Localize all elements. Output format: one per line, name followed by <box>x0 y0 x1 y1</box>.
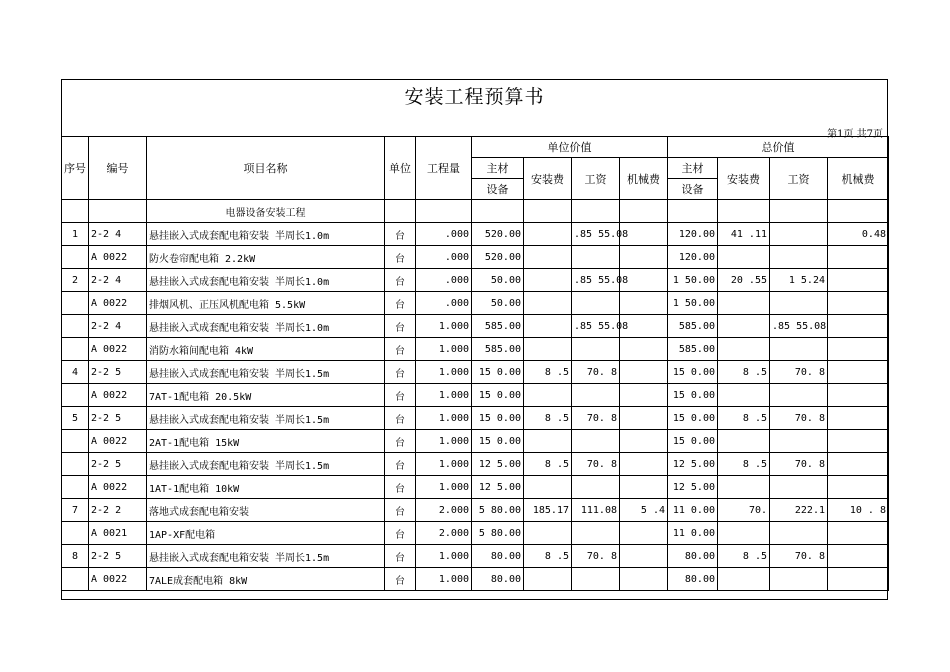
cell-qty: 1.000 <box>416 453 472 476</box>
cell-qty: 1.000 <box>416 315 472 338</box>
cell-name: 悬挂嵌入式成套配电箱安装 半周长1.5m <box>147 545 385 568</box>
cell-u-install: 185.17 <box>524 499 572 522</box>
cell-code: A 0021 <box>89 522 147 545</box>
document-title: 安装工程预算书 <box>404 86 545 108</box>
header-total-main: 主材 <box>668 158 718 179</box>
cell-t-install <box>718 476 770 499</box>
cell-t-labor <box>770 522 828 545</box>
cell-code: 2-2 5 <box>89 361 147 384</box>
cell-t-main: 12 5.00 <box>668 476 718 499</box>
cell-u-install: 8 .5 <box>524 361 572 384</box>
cell-u-install <box>524 269 572 292</box>
cell-u-machine <box>620 545 668 568</box>
cell-qty: 1.000 <box>416 430 472 453</box>
cell-u-labor: .85 55.08 <box>572 269 620 292</box>
cell-u-labor: 111.08 <box>572 499 620 522</box>
table-row <box>62 545 889 568</box>
cell-seq <box>62 453 89 476</box>
cell-unit: 台 <box>385 361 416 384</box>
cell-code: A 0022 <box>89 246 147 269</box>
header-code: 编号 <box>89 137 147 200</box>
cell-t-install: 8 .5 <box>718 361 770 384</box>
cell-name: 7AT-1配电箱 20.5kW <box>147 384 385 407</box>
cell-unit: 台 <box>385 384 416 407</box>
cell-t-main: 12 5.00 <box>668 453 718 476</box>
cell-seq <box>62 384 89 407</box>
cell-t-machine <box>828 430 889 453</box>
cell-u-main: 50.00 <box>472 269 524 292</box>
cell-unit: 台 <box>385 223 416 246</box>
header-unit-equipment: 设备 <box>472 179 524 200</box>
cell-qty: 1.000 <box>416 384 472 407</box>
table-row <box>62 292 889 315</box>
budget-table <box>61 136 889 591</box>
cell-t-labor: 222.1 <box>770 499 828 522</box>
cell-u-labor: 70. 8 <box>572 407 620 430</box>
cell-u-labor <box>572 384 620 407</box>
cell-seq: 5 <box>62 407 89 430</box>
cell-t-labor <box>770 338 828 361</box>
table-row <box>62 499 889 522</box>
cell-qty: 2.000 <box>416 522 472 545</box>
cell-name: 消防水箱间配电箱 4kW <box>147 338 385 361</box>
cell-unit: 台 <box>385 499 416 522</box>
cell-u-machine <box>620 292 668 315</box>
cell-u-main: 12 5.00 <box>472 476 524 499</box>
cell-u-machine <box>620 407 668 430</box>
cell-code: 2-2 4 <box>89 315 147 338</box>
cell-t-labor: 70. 8 <box>770 545 828 568</box>
cell-u-labor: .85 55.08 <box>572 315 620 338</box>
cell-t-main: 15 0.00 <box>668 430 718 453</box>
cell-t-main: 585.00 <box>668 338 718 361</box>
table-row <box>62 269 889 292</box>
header-unit-labor: 工资 <box>572 158 620 200</box>
cell-code: A 0022 <box>89 384 147 407</box>
cell-t-labor <box>770 476 828 499</box>
cell-seq <box>62 315 89 338</box>
cell-u-install: 8 .5 <box>524 453 572 476</box>
cell-u-labor <box>572 476 620 499</box>
cell-u-install <box>524 292 572 315</box>
cell-name: 悬挂嵌入式成套配电箱安装 半周长1.5m <box>147 453 385 476</box>
cell-unit: 台 <box>385 292 416 315</box>
cell-t-machine <box>828 315 889 338</box>
cell-code: 2-2 2 <box>89 499 147 522</box>
cell-qty: .000 <box>416 292 472 315</box>
cell-u-labor <box>572 292 620 315</box>
cell-t-machine <box>828 361 889 384</box>
cell-t-install: 8 .5 <box>718 545 770 568</box>
cell-u-machine <box>620 338 668 361</box>
cell-u-main: 520.00 <box>472 223 524 246</box>
cell-name: 防火卷帘配电箱 2.2kW <box>147 246 385 269</box>
header-seq: 序号 <box>62 137 89 200</box>
cell-t-labor: 70. 8 <box>770 361 828 384</box>
cell-t-main: 585.00 <box>668 315 718 338</box>
cell-t-machine <box>828 338 889 361</box>
cell-u-labor <box>572 568 620 591</box>
cell-t-main: 80.00 <box>668 568 718 591</box>
table-row <box>62 407 889 430</box>
cell-u-install <box>524 384 572 407</box>
cell-t-main: 1 50.00 <box>668 292 718 315</box>
table-row <box>62 430 889 453</box>
cell-u-main: 12 5.00 <box>472 453 524 476</box>
cell-t-labor: 70. 8 <box>770 407 828 430</box>
cell-seq <box>62 568 89 591</box>
cell-t-machine <box>828 292 889 315</box>
cell-u-install <box>524 476 572 499</box>
cell-u-install: 8 .5 <box>524 407 572 430</box>
cell-t-install: 8 .5 <box>718 407 770 430</box>
cell-t-machine <box>828 568 889 591</box>
cell-u-install <box>524 430 572 453</box>
cell-seq <box>62 476 89 499</box>
cell-u-labor: 70. 8 <box>572 453 620 476</box>
cell-t-main: 80.00 <box>668 545 718 568</box>
cell-t-labor: 70. 8 <box>770 453 828 476</box>
cell-t-labor <box>770 223 828 246</box>
cell-t-main: 15 0.00 <box>668 407 718 430</box>
cell-t-install <box>718 384 770 407</box>
cell-name: 1AT-1配电箱 10kW <box>147 476 385 499</box>
cell-u-labor: .85 55.08 <box>572 223 620 246</box>
cell-seq: 7 <box>62 499 89 522</box>
table-row <box>62 522 889 545</box>
cell-name: 1AP-XF配电箱 <box>147 522 385 545</box>
cell-t-install: 41 .11 <box>718 223 770 246</box>
cell-u-install: 8 .5 <box>524 545 572 568</box>
cell-t-main: 120.00 <box>668 246 718 269</box>
cell-code: A 0022 <box>89 292 147 315</box>
cell-t-labor <box>770 430 828 453</box>
table-row <box>62 453 889 476</box>
cell-t-main: 1 50.00 <box>668 269 718 292</box>
cell-name: 7ALE成套配电箱 8kW <box>147 568 385 591</box>
cell-unit: 台 <box>385 453 416 476</box>
header-unit-install: 安装费 <box>524 158 572 200</box>
table-row <box>62 338 889 361</box>
header-name: 项目名称 <box>147 137 385 200</box>
cell-qty: 1.000 <box>416 407 472 430</box>
table-row <box>62 223 889 246</box>
cell-seq: 8 <box>62 545 89 568</box>
cell-seq <box>62 246 89 269</box>
cell-u-main: 15 0.00 <box>472 361 524 384</box>
cell-code: A 0022 <box>89 476 147 499</box>
cell-qty: 1.000 <box>416 476 472 499</box>
cell-u-labor <box>572 522 620 545</box>
cell-t-main: 15 0.00 <box>668 384 718 407</box>
header-total-price: 总价值 <box>668 137 889 158</box>
cell-u-machine <box>620 361 668 384</box>
cell-u-labor: 70. 8 <box>572 361 620 384</box>
cell-u-install <box>524 246 572 269</box>
cell-qty: 2.000 <box>416 499 472 522</box>
cell-t-machine <box>828 269 889 292</box>
cell-u-main: 15 0.00 <box>472 430 524 453</box>
page-indicator: 第1页 共7页 <box>827 129 883 140</box>
cell-t-install <box>718 338 770 361</box>
cell-unit: 台 <box>385 338 416 361</box>
cell-t-install: 8 .5 <box>718 453 770 476</box>
cell-qty: 1.000 <box>416 568 472 591</box>
cell-t-machine <box>828 246 889 269</box>
header-total-install: 安装费 <box>718 158 770 200</box>
cell-t-main: 15 0.00 <box>668 361 718 384</box>
cell-t-install: 20 .55 <box>718 269 770 292</box>
cell-t-machine: 10 . 8 <box>828 499 889 522</box>
cell-unit: 台 <box>385 476 416 499</box>
cell-t-labor <box>770 292 828 315</box>
header-qty: 工程量 <box>416 137 472 200</box>
cell-unit: 台 <box>385 568 416 591</box>
cell-u-main: 585.00 <box>472 338 524 361</box>
cell-u-main: 5 80.00 <box>472 499 524 522</box>
cell-t-install <box>718 522 770 545</box>
cell-unit: 台 <box>385 407 416 430</box>
cell-seq <box>62 522 89 545</box>
cell-u-machine <box>620 430 668 453</box>
section-row <box>62 200 889 223</box>
cell-t-install <box>718 568 770 591</box>
cell-t-machine <box>828 522 889 545</box>
cell-unit: 台 <box>385 545 416 568</box>
cell-u-main: 585.00 <box>472 315 524 338</box>
header-unit: 单位 <box>385 137 416 200</box>
cell-t-machine <box>828 384 889 407</box>
cell-u-machine <box>620 246 668 269</box>
cell-name: 落地式成套配电箱安装 <box>147 499 385 522</box>
cell-seq <box>62 292 89 315</box>
cell-code: 2-2 5 <box>89 545 147 568</box>
cell-code: 2-2 5 <box>89 453 147 476</box>
cell-t-labor: 1 5.24 <box>770 269 828 292</box>
cell-unit: 台 <box>385 269 416 292</box>
cell-name: 排烟风机、正压风机配电箱 5.5kW <box>147 292 385 315</box>
cell-code: 2-2 4 <box>89 223 147 246</box>
cell-t-install <box>718 430 770 453</box>
cell-t-install <box>718 246 770 269</box>
cell-t-install: 70. <box>718 499 770 522</box>
header-row-1 <box>62 137 889 158</box>
cell-code: 2-2 4 <box>89 269 147 292</box>
table-row <box>62 476 889 499</box>
cell-u-machine <box>620 476 668 499</box>
cell-u-labor: 70. 8 <box>572 545 620 568</box>
cell-t-machine <box>828 453 889 476</box>
cell-t-install <box>718 315 770 338</box>
header-unit-machine: 机械费 <box>620 158 668 200</box>
cell-t-main: 120.00 <box>668 223 718 246</box>
cell-name: 悬挂嵌入式成套配电箱安装 半周长1.0m <box>147 223 385 246</box>
cell-t-labor <box>770 568 828 591</box>
cell-qty: .000 <box>416 269 472 292</box>
cell-u-main: 50.00 <box>472 292 524 315</box>
cell-code: A 0022 <box>89 430 147 453</box>
cell-u-machine <box>620 453 668 476</box>
cell-t-labor <box>770 246 828 269</box>
cell-t-machine <box>828 407 889 430</box>
header-total-labor: 工资 <box>770 158 828 200</box>
cell-name: 悬挂嵌入式成套配电箱安装 半周长1.0m <box>147 269 385 292</box>
cell-unit: 台 <box>385 522 416 545</box>
cell-u-install <box>524 568 572 591</box>
cell-t-labor: .85 55.08 <box>770 315 828 338</box>
cell-u-main: 5 80.00 <box>472 522 524 545</box>
cell-u-main: 520.00 <box>472 246 524 269</box>
cell-t-machine: 0.48 <box>828 223 889 246</box>
cell-name: 2AT-1配电箱 15kW <box>147 430 385 453</box>
cell-u-labor <box>572 430 620 453</box>
cell-u-machine <box>620 384 668 407</box>
table-row <box>62 315 889 338</box>
header-unit-price: 单位价值 <box>472 137 668 158</box>
cell-u-install <box>524 338 572 361</box>
cell-unit: 台 <box>385 430 416 453</box>
table-row <box>62 361 889 384</box>
cell-u-main: 80.00 <box>472 545 524 568</box>
cell-u-labor <box>572 338 620 361</box>
cell-seq: 1 <box>62 223 89 246</box>
cell-u-install <box>524 522 572 545</box>
cell-u-install <box>524 315 572 338</box>
header-total-machine: 机械费 <box>828 158 889 200</box>
cell-qty: 1.000 <box>416 545 472 568</box>
table-row <box>62 568 889 591</box>
cell-qty: 1.000 <box>416 361 472 384</box>
header-unit-main: 主材 <box>472 158 524 179</box>
cell-u-main: 80.00 <box>472 568 524 591</box>
cell-t-machine <box>828 476 889 499</box>
cell-unit: 台 <box>385 315 416 338</box>
cell-t-labor <box>770 384 828 407</box>
cell-t-main: 11 0.00 <box>668 522 718 545</box>
cell-name: 悬挂嵌入式成套配电箱安装 半周长1.5m <box>147 407 385 430</box>
section-title: 电器设备安装工程 <box>147 200 385 223</box>
cell-u-main: 15 0.00 <box>472 407 524 430</box>
cell-qty: .000 <box>416 246 472 269</box>
cell-u-labor <box>572 246 620 269</box>
cell-code: 2-2 5 <box>89 407 147 430</box>
cell-seq: 4 <box>62 361 89 384</box>
budget-sheet <box>61 79 888 600</box>
cell-qty: 1.000 <box>416 338 472 361</box>
cell-u-install <box>524 223 572 246</box>
cell-u-main: 15 0.00 <box>472 384 524 407</box>
table-row <box>62 384 889 407</box>
cell-u-machine: 5 .4 <box>620 499 668 522</box>
cell-name: 悬挂嵌入式成套配电箱安装 半周长1.0m <box>147 315 385 338</box>
header-total-equipment: 设备 <box>668 179 718 200</box>
cell-seq: 2 <box>62 269 89 292</box>
cell-t-main: 11 0.00 <box>668 499 718 522</box>
cell-seq <box>62 338 89 361</box>
cell-t-machine <box>828 545 889 568</box>
cell-code: A 0022 <box>89 568 147 591</box>
cell-code: A 0022 <box>89 338 147 361</box>
cell-qty: .000 <box>416 223 472 246</box>
cell-u-machine <box>620 522 668 545</box>
table-row <box>62 246 889 269</box>
cell-seq <box>62 430 89 453</box>
cell-u-machine <box>620 568 668 591</box>
cell-name: 悬挂嵌入式成套配电箱安装 半周长1.5m <box>147 361 385 384</box>
cell-t-install <box>718 292 770 315</box>
cell-unit: 台 <box>385 246 416 269</box>
